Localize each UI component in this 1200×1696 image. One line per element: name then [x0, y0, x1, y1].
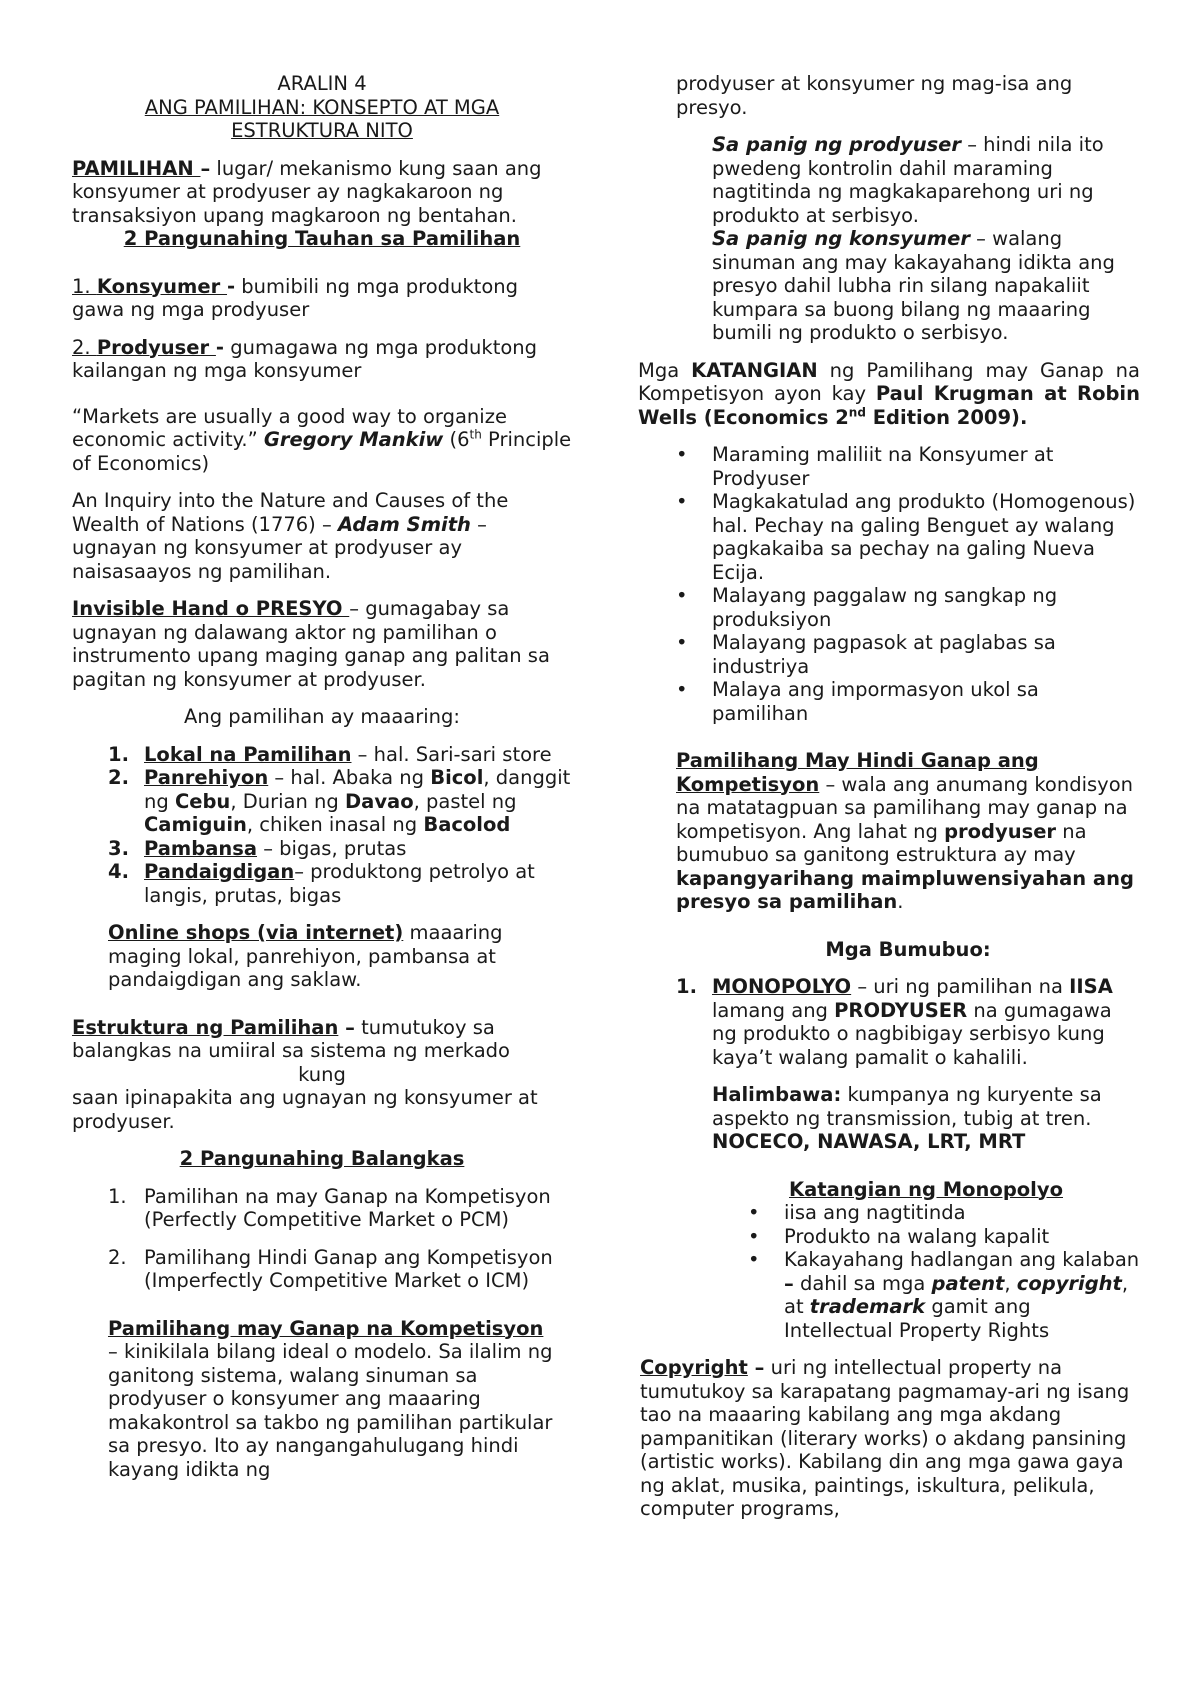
pcm-sides: [712, 133, 1140, 345]
katangian-list: [676, 443, 1140, 725]
left-column: [72, 72, 572, 1481]
list-item: 1. Pamilihan na may Ganap na Kompetisyon (Perfectly Competitive Market o PCM): [108, 1184, 551, 1231]
list-item: • Malayang pagpasok at paglabas sa industriya: [676, 631, 1056, 678]
list-item: • Malaya ang impormasyon ukol sa pamilihan: [676, 678, 1039, 725]
list-item: 3. Pambansa – bigas, prutas: [108, 836, 407, 860]
lesson-title-line1: ANG PAMILIHAN: KONSEPTO AT MGA: [144, 95, 500, 119]
list-item: • iisa ang nagtitinda: [748, 1201, 966, 1224]
estruktura-paragraph: Estruktura ng Pamilihan – tumutukoy sa balangkas na umiiral sa sistema ng merkado: [72, 1015, 510, 1062]
prodyuser-side: Sa panig ng prodyuser – hindi nila ito pwedeng kontrolin dahil maraming nagtitinda ng magkakaparehong uri ng produkto at serbisyo.: [712, 133, 1104, 227]
estruktura-continued: kung: [298, 1062, 346, 1086]
pcm-continued: prodyuser at konsyumer ng mag-isa ang presyo.: [676, 72, 1073, 119]
list-item: 1. MONOPOLYO – uri ng pamilihan na IISA lamang ang PRODYUSER na gumagawa ng produkto o nagbibigay serbisyo kung kaya’t walang pamalit o kahalili.: [676, 975, 1113, 1069]
invisible-hand-paragraph: Invisible Hand o PRESYO – gumagabay sa ugnayan ng dalawang aktor ng pamilihan o instrumento upang maging ganap ang palitan sa pagitan ng konsyumer at prodyuser.: [72, 597, 550, 691]
pcm-paragraph: Pamilihang may Ganap na Kompetisyon – kinikilala bilang ideal o modelo. Sa ilalim ng ganitong sistema, walang sinuman sa prodyuser o konsyumer ang maaaring makakontrol sa takbo ng pamilihan partikular sa presyo. Ito ay nangangahulugang hindi kayang idikta ng: [108, 1316, 553, 1481]
tauhan-heading: 2 Pangunahing Tauhan sa Pamilihan: [123, 227, 521, 250]
list-item: • Maraming maliliit na Konsyumer at Prodyuser: [676, 443, 1054, 490]
balangkas-list: [108, 1185, 572, 1293]
estruktura-continued-2: saan ipinapakita ang ugnayan ng konsyumer at prodyuser.: [72, 1086, 538, 1133]
list-item: 1. Lokal na Pamilihan – hal. Sari-sari store: [108, 742, 552, 766]
list-item: • Magkakatulad ang produkto (Homogenous) hal. Pechay na galing Benguet ay walang pagkakaiba sa pechay na galing Nueva Ecija.: [676, 490, 1136, 584]
bumubuo-heading: Mga Bumubuo:: [825, 937, 991, 961]
maaaring-heading: Ang pamilihan ay maaaring:: [184, 705, 460, 728]
halimbawa-block: Halimbawa: kumpanya ng kuryente sa aspekto ng transmission, tubig at tren. NOCECO, NAWASA, LRT, MRT: [712, 1083, 1102, 1153]
online-shops-paragraph: Online shops (via internet) maaaring maging lokal, panrehiyon, pambansa at pandaigdigan ang saklaw.: [108, 921, 503, 991]
tauhan-item-1: 1. Konsyumer - bumibili ng mga produktong gawa ng mga prodyuser: [72, 274, 518, 321]
adam-smith-paragraph: An Inquiry into the Nature and Causes of the Wealth of Nations (1776) – Adam Smith – ugnayan ng konsyumer at prodyuser ay naisasaayos ng pamilihan.: [72, 489, 509, 583]
mankiw-quote: “Markets are usually a good way to organize economic activity.” Gregory Mankiw (6th Principle of Economics): [72, 404, 572, 475]
monopolyo-list: [748, 1201, 1140, 1342]
right-column: [640, 72, 1140, 1521]
list-item: • Kakayahang hadlangan ang kalaban – dahil sa mga patent, copyright, at trademark gamit ang Intellectual Property Rights: [748, 1248, 1140, 1342]
lesson-number: ARALIN 4: [277, 72, 367, 95]
monopolyo-heading: Katangian ng Monopolyo: [789, 1177, 1063, 1201]
balangkas-heading: 2 Pangunahing Balangkas: [179, 1147, 465, 1170]
pamilihan-types-list: [108, 743, 572, 908]
list-item: 2. Pamilihang Hindi Ganap ang Kompetisyon (Imperfectly Competitive Market o ICM): [108, 1245, 553, 1292]
tauhan-item-2: 2. Prodyuser - gumagawa ng mga produktong kailangan ng mga konsyumer: [72, 335, 538, 382]
lesson-title-line2: ESTRUKTURA NITO: [231, 119, 413, 142]
list-item: 4. Pandaigdigan– produktong petrolyo at langis, prutas, bigas: [108, 860, 535, 907]
bumubuo-list: [676, 975, 1140, 1069]
konsyumer-side: Sa panig ng konsyumer – walang sinuman ang may kakayahang idikta ang presyo dahil lubha rin silang napakaliit kumpara sa buong bilang ng maaaring bumili ng produkto o serbisyo.: [712, 227, 1115, 344]
list-item: • Produkto na walang kapalit: [748, 1224, 1050, 1248]
katangian-intro: Mga KATANGIAN ng Pamilihang may Ganap na Kompetisyon ayon kay Paul Krugman at Robin Wells (Economics 2nd Edition 2009).: [638, 358, 1140, 429]
pamilihan-definition: PAMILIHAN – lugar/ mekanismo kung saan ang konsyumer at prodyuser ay nagkakaroon ng transaksiyon upang magkaroon ng bentahan.: [72, 156, 542, 227]
list-item: • Malayang paggalaw ng sangkap ng produksiyon: [676, 584, 1058, 631]
icm-paragraph: Pamilihang May Hindi Ganap ang Kompetisyon – wala ang anumang kondisyon na matatagpuan sa pamilihang may ganap na kompetisyon. Ang lahat ng prodyuser na bumubuo sa ganitong estruktura ay may kapangyarihang maimpluwensiyahan ang presyo sa pamilihan.: [676, 749, 1134, 913]
list-item: 2. Panrehiyon – hal. Abaka ng Bicol, danggit ng Cebu, Durian ng Davao, pastel ng Camiguin, chiken inasal ng Bacolod: [108, 766, 571, 836]
copyright-paragraph: Copyright – uri ng intellectual property na tumutukoy sa karapatang pagmamay-ari ng isang tao na maaaring kabilang ang mga akdang pampanitikan (literary works) o akdang pansining (artistic works). Kabilang din ang mga gawa gaya ng aklat, musika, paintings, iskultura, pelikula, computer programs,: [640, 1356, 1130, 1520]
